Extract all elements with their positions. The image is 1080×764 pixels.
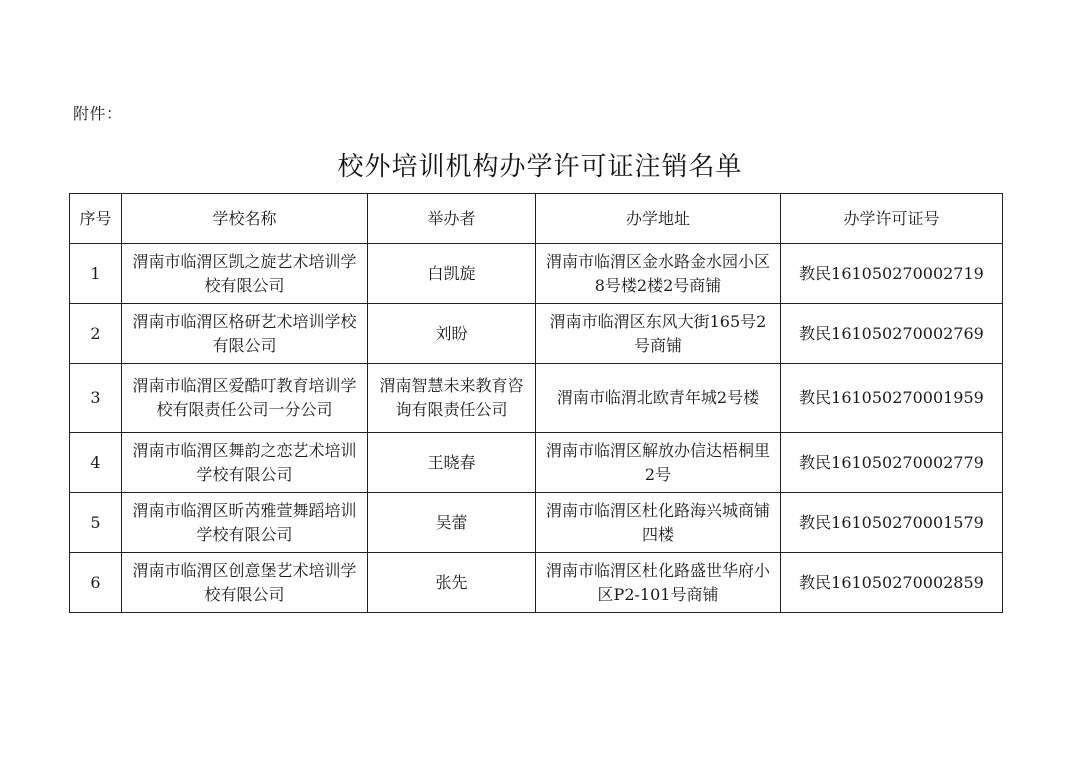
cell-organizer: 张先 xyxy=(368,553,536,613)
cell-address: 渭南市临渭区金水路金水园小区8号楼2楼2号商铺 xyxy=(536,244,781,304)
table-body xyxy=(70,244,1003,613)
cell-school-name: 渭南市临渭区凯之旋艺术培训学校有限公司 xyxy=(122,244,368,304)
cell-school-name: 渭南市临渭区格研艺术培训学校有限公司 xyxy=(122,304,368,364)
cell-organizer: 王晓春 xyxy=(368,433,536,493)
cell-address: 渭南市临渭北欧青年城2号楼 xyxy=(536,364,781,433)
document-title: 校外培训机构办学许可证注销名单 xyxy=(337,152,743,182)
cell-school-name: 渭南市临渭区爱酷叮教育培训学校有限责任公司一分公司 xyxy=(122,364,368,433)
cell-serial-number: 3 xyxy=(70,364,122,433)
cell-license-number: 教民161050270002769 xyxy=(781,304,1003,364)
cell-license-number: 教民161050270001959 xyxy=(781,364,1003,433)
cell-serial-number: 2 xyxy=(70,304,122,364)
attachment-label: 附件： xyxy=(73,104,123,123)
table-row xyxy=(70,553,1003,613)
header-school-name: 学校名称 xyxy=(122,194,368,244)
cell-organizer: 渭南智慧未来教育咨询有限责任公司 xyxy=(368,364,536,433)
cell-license-number: 教民161050270002859 xyxy=(781,553,1003,613)
cell-address: 渭南市临渭区解放办信达梧桐里2号 xyxy=(536,433,781,493)
cell-organizer: 白凯旋 xyxy=(368,244,536,304)
cell-organizer: 吴蕾 xyxy=(368,493,536,553)
cell-license-number: 教民161050270002779 xyxy=(781,433,1003,493)
cell-serial-number: 1 xyxy=(70,244,122,304)
table-row xyxy=(70,493,1003,553)
cell-serial-number: 6 xyxy=(70,553,122,613)
cell-serial-number: 5 xyxy=(70,493,122,553)
table-row xyxy=(70,244,1003,304)
cell-school-name: 渭南市临渭区舞韵之恋艺术培训学校有限公司 xyxy=(122,433,368,493)
table-row xyxy=(70,364,1003,433)
revocation-list-table xyxy=(69,193,1003,613)
cell-serial-number: 4 xyxy=(70,433,122,493)
header-serial-number: 序号 xyxy=(70,194,122,244)
header-organizer: 举办者 xyxy=(368,194,536,244)
cell-school-name: 渭南市临渭区昕芮雅萱舞蹈培训学校有限公司 xyxy=(122,493,368,553)
header-address: 办学地址 xyxy=(536,194,781,244)
cell-school-name: 渭南市临渭区创意堡艺术培训学校有限公司 xyxy=(122,553,368,613)
cell-address: 渭南市临渭区东风大街165号2号商铺 xyxy=(536,304,781,364)
cell-address: 渭南市临渭区杜化路海兴城商铺四楼 xyxy=(536,493,781,553)
cell-license-number: 教民161050270002719 xyxy=(781,244,1003,304)
table-header xyxy=(70,194,1003,244)
cell-address: 渭南市临渭区杜化路盛世华府小区P2-101号商铺 xyxy=(536,553,781,613)
header-row xyxy=(70,194,1003,244)
header-license-number: 办学许可证号 xyxy=(781,194,1003,244)
cell-organizer: 刘盼 xyxy=(368,304,536,364)
cell-license-number: 教民161050270001579 xyxy=(781,493,1003,553)
table-row xyxy=(70,304,1003,364)
table-row xyxy=(70,433,1003,493)
